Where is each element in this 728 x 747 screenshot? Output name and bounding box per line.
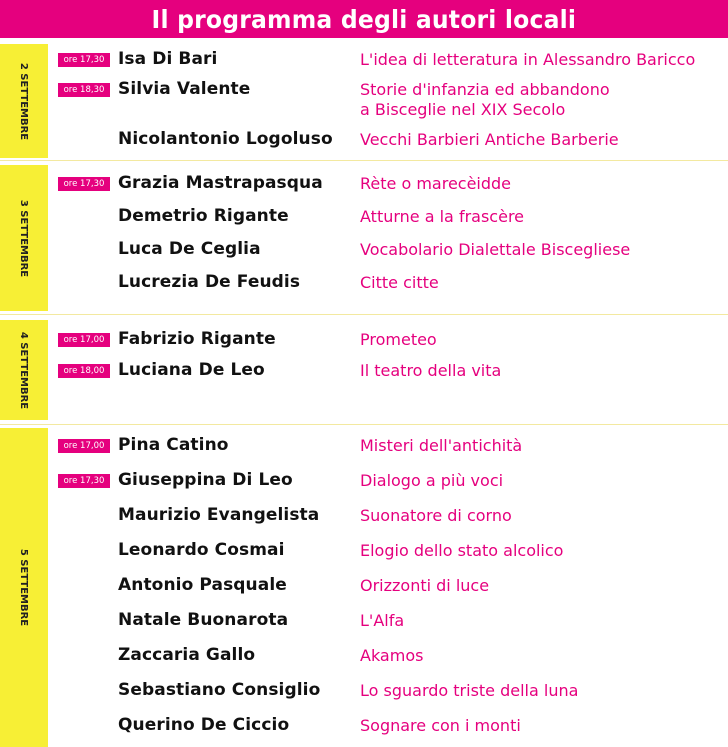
- work-title: Sognare con i monti: [360, 716, 521, 735]
- author-name: Querino De Ciccio: [118, 715, 290, 735]
- work-title: L'idea di letteratura in Alessandro Baricco: [360, 50, 696, 69]
- author-name: Antonio Pasquale: [118, 575, 287, 595]
- day-label: 4 SETTEMBRE: [18, 331, 30, 409]
- work-title: Atturne a la frascère: [360, 207, 525, 226]
- author-name: Demetrio Rigante: [118, 206, 289, 226]
- day-separator: [0, 424, 728, 425]
- day-band: [0, 428, 48, 747]
- title-banner: [0, 0, 728, 38]
- time-badge: ore 18,00: [58, 364, 110, 378]
- author-name: Zaccaria Gallo: [118, 645, 256, 665]
- work-title: Storie d'infanzia ed abbandono a Bisceglie nel XIX Secolo: [360, 80, 610, 119]
- work-title: Vocabolario Dialettale Biscegliese: [360, 240, 631, 259]
- work-title: Vecchi Barbieri Antiche Barberie: [360, 130, 619, 149]
- author-name: Lucrezia De Feudis: [118, 272, 301, 292]
- day-label: 5 SETTEMBRE: [18, 548, 30, 627]
- author-name: Fabrizio Rigante: [118, 329, 276, 349]
- time-badge: ore 17,30: [58, 177, 110, 191]
- work-title: Akamos: [360, 646, 424, 665]
- work-title: Rète o marecèidde: [360, 174, 512, 193]
- day-label: 3 SETTEMBRE: [18, 199, 30, 277]
- day-band: [0, 320, 48, 420]
- author-name: Luca De Ceglia: [118, 239, 261, 259]
- author-name: Sebastiano Consiglio: [118, 680, 321, 700]
- author-name: Natale Buonarota: [118, 610, 289, 630]
- work-title: Orizzonti di luce: [360, 576, 490, 595]
- author-name: Nicolantonio Logoluso: [118, 129, 333, 149]
- day-band: [0, 165, 48, 311]
- page-title: Il programma degli autori locali: [151, 4, 577, 34]
- work-title: Elogio dello stato alcolico: [360, 541, 564, 560]
- day-separator: [0, 160, 728, 161]
- work-title: Suonatore di corno: [360, 506, 512, 525]
- time-badge: ore 17,30: [58, 474, 110, 488]
- day-band: [0, 44, 48, 158]
- author-name: Luciana De Leo: [118, 360, 265, 380]
- time-badge: ore 18,30: [58, 83, 110, 97]
- time-badge: ore 17,00: [58, 439, 110, 453]
- day-separator: [0, 314, 728, 315]
- work-title: L'Alfa: [360, 611, 405, 630]
- work-title: Citte citte: [360, 273, 439, 292]
- author-name: Isa Di Bari: [118, 49, 218, 69]
- author-name: Pina Catino: [118, 435, 229, 455]
- work-title: Dialogo a più voci: [360, 471, 504, 490]
- work-title: Prometeo: [360, 330, 437, 349]
- day-label: 2 SETTEMBRE: [18, 62, 30, 140]
- time-badge: ore 17,00: [58, 333, 110, 347]
- work-title: Lo sguardo triste della luna: [360, 681, 579, 700]
- work-title: Misteri dell'antichità: [360, 436, 523, 455]
- author-name: Giuseppina Di Leo: [118, 470, 293, 490]
- author-name: Silvia Valente: [118, 79, 251, 99]
- author-name: Leonardo Cosmai: [118, 540, 285, 560]
- time-badge: ore 17,30: [58, 53, 110, 67]
- author-name: Grazia Mastrapasqua: [118, 173, 323, 193]
- work-title: Il teatro della vita: [360, 361, 502, 380]
- author-name: Maurizio Evangelista: [118, 505, 320, 525]
